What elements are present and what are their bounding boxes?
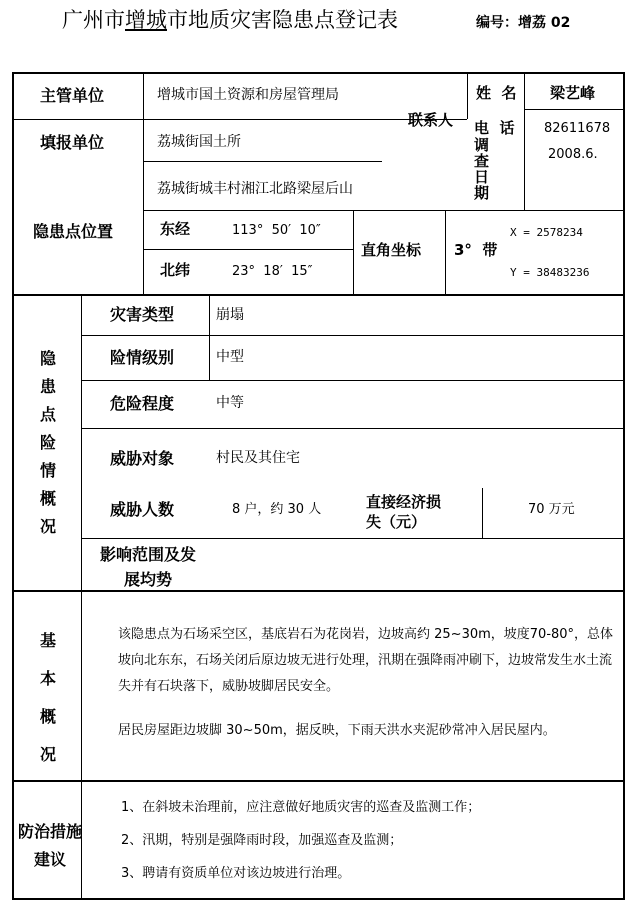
prevention-item-1: 1、在斜坡未治理前，应注意做好地质灾害的巡查及监测工作； [121, 800, 481, 815]
label-impact-scope: 影响范围及发展均势 [100, 545, 197, 589]
divider [209, 294, 210, 380]
page-title [62, 10, 398, 31]
value-x: X = 2578234 [510, 226, 583, 239]
title-underlined: 增城 [125, 8, 167, 32]
label-location: 隐患点位置 [33, 222, 114, 241]
label-name: 姓 名 [476, 84, 517, 102]
value-phone: 82611678 [544, 121, 611, 136]
label-direct-loss: 直接经济损失（元） [366, 493, 442, 531]
divider [482, 488, 483, 538]
prevention-item-2: 2、汛期，特别是强降雨时段，加强巡查及监测； [121, 833, 403, 848]
label-basic-group: 基本概况 [39, 631, 56, 764]
label-threat-object: 威胁对象 [110, 449, 175, 468]
value-date: 2008.6. [548, 147, 598, 162]
value-name: 梁艺峰 [550, 84, 596, 102]
label-threat-people: 威胁人数 [110, 500, 175, 519]
label-survey-date: 调查日期 [474, 136, 504, 202]
divider [81, 428, 625, 429]
value-y: Y = 38483236 [510, 266, 590, 279]
divider [81, 294, 82, 590]
record-code: 编号：增荔 02 [476, 15, 571, 31]
label-hazard-degree: 危险程度 [110, 394, 175, 413]
label-east: 东经 [160, 220, 191, 238]
divider [81, 538, 625, 539]
divider [12, 780, 625, 782]
label-danger-level: 险情级别 [110, 348, 175, 367]
value-disaster-type: 崩塌 [216, 307, 244, 323]
basic-paragraph-2: 居民房屋距边坡脚 30~50m，据反映，下雨天洪水夹泥砂常冲入居民屋内。 [118, 723, 556, 738]
label-filler: 填报单位 [40, 133, 105, 152]
basic-paragraph-1: 该隐患点为石场采空区，基底岩石为花岗岩，边坡高约 25~30m，坡度70-80°，总体坡向北东东，石场关闭后原边坡无进行处理，汛期在强降雨冲刷下，边坡常发生水土流失并有石块落下，威胁坡脚居民安全。 [118, 627, 614, 694]
title-suffix: 市地质灾害隐患点登记表 [167, 8, 398, 32]
label-contact: 联系人 [408, 111, 454, 129]
prevention-item-3: 3、聘请有资质单位对该边坡进行治理。 [121, 866, 351, 881]
divider [445, 210, 446, 294]
value-filler: 荔城街国土所 [157, 134, 241, 150]
label-north: 北纬 [160, 261, 191, 279]
divider [524, 72, 525, 210]
divider [143, 161, 382, 162]
divider [524, 109, 625, 110]
value-address: 荔城街城丰村湘江北路梁屋后山 [157, 181, 353, 197]
value-east: 113° 50′ 10″ [232, 223, 321, 238]
divider [143, 72, 144, 294]
value-north: 23° 18′ 15″ [232, 264, 313, 279]
value-supervisor: 增城市国土资源和房屋管理局 [157, 87, 339, 103]
divider [12, 119, 467, 120]
divider [353, 210, 354, 294]
label-disaster-type: 灾害类型 [110, 305, 175, 324]
title-prefix: 广州市 [62, 8, 125, 32]
label-overview-group: 隐患点险情概况 [39, 349, 56, 536]
label-rect-coord: 直角坐标 [361, 241, 422, 259]
divider [81, 380, 625, 381]
value-hazard-degree: 中等 [216, 395, 244, 411]
label-phone: 电 话 [474, 119, 515, 137]
value-danger-level: 中型 [216, 349, 244, 365]
value-threat-object: 村民及其住宅 [216, 450, 300, 466]
label-prevention-group: 防治措施建议 [18, 822, 83, 869]
label-zone: 3° 带 [454, 241, 498, 259]
divider [81, 335, 625, 336]
divider [143, 210, 625, 211]
value-direct-loss: 70 万元 [528, 502, 575, 517]
divider [12, 294, 625, 296]
value-threat-people: 8 户，约 30 人 [232, 502, 322, 517]
label-supervisor: 主管单位 [40, 86, 105, 105]
divider [143, 249, 353, 250]
divider [467, 72, 468, 119]
